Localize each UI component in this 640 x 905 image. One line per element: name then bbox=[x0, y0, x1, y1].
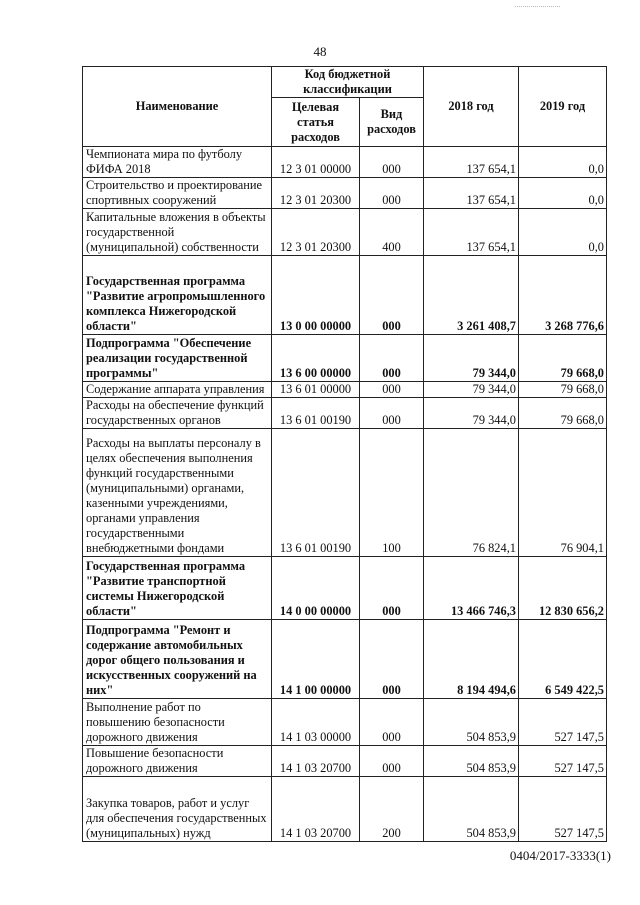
row-expense-type: 000 bbox=[360, 557, 424, 620]
row-code: 13 6 01 00190 bbox=[272, 398, 360, 429]
row-2018-value: 137 654,1 bbox=[424, 178, 519, 209]
table-row bbox=[83, 335, 607, 382]
row-code: 14 0 00 00000 bbox=[272, 557, 360, 620]
header-expense-type: Вид расходов bbox=[360, 98, 424, 147]
row-name: Повышение безопасности дорожного движения bbox=[83, 746, 272, 777]
row-code: 14 1 03 20700 bbox=[272, 746, 360, 777]
row-2018-value: 504 853,9 bbox=[424, 777, 519, 842]
budget-table bbox=[82, 66, 607, 842]
row-2019-value: 0,0 bbox=[519, 147, 607, 178]
row-2018-value: 76 824,1 bbox=[424, 429, 519, 557]
row-expense-type: 000 bbox=[360, 398, 424, 429]
table-row bbox=[83, 209, 607, 256]
row-2018-value: 504 853,9 bbox=[424, 746, 519, 777]
table-row bbox=[83, 398, 607, 429]
row-name: Государственная программа "Развитие транспортной системы Нижегородской области" bbox=[83, 557, 272, 620]
header-2018: 2018 год bbox=[424, 67, 519, 147]
row-name: Подпрограмма "Ремонт и содержание автомобильных дорог общего пользования и искусственных сооружений на них" bbox=[83, 620, 272, 699]
row-expense-type: 000 bbox=[360, 335, 424, 382]
header-name: Наименование bbox=[83, 67, 272, 147]
row-name: Чемпионата мира по футболу ФИФА 2018 bbox=[83, 147, 272, 178]
row-code: 13 0 00 00000 bbox=[272, 256, 360, 335]
table-row bbox=[83, 147, 607, 178]
row-expense-type: 000 bbox=[360, 178, 424, 209]
row-name: Государственная программа "Развитие агропромышленного комплекса Нижегородской области" bbox=[83, 256, 272, 335]
row-2019-value: 79 668,0 bbox=[519, 382, 607, 398]
scan-mark bbox=[515, 6, 560, 7]
row-name: Расходы на обеспечение функций государственных органов bbox=[83, 398, 272, 429]
table-row bbox=[83, 620, 607, 699]
row-code: 13 6 00 00000 bbox=[272, 335, 360, 382]
row-code: 14 1 03 00000 bbox=[272, 699, 360, 746]
row-2018-value: 137 654,1 bbox=[424, 147, 519, 178]
table-row bbox=[83, 429, 607, 557]
row-2018-value: 3 261 408,7 bbox=[424, 256, 519, 335]
row-code: 12 3 01 00000 bbox=[272, 147, 360, 178]
row-name: Расходы на выплаты персоналу в целях обеспечения выполнения функций государственными (муниципальными) органами, казенными учреждениями, органами управления государственными внебюджетными фондами bbox=[83, 429, 272, 557]
table-row bbox=[83, 777, 607, 842]
row-2018-value: 79 344,0 bbox=[424, 398, 519, 429]
row-code: 14 1 00 00000 bbox=[272, 620, 360, 699]
row-expense-type: 000 bbox=[360, 382, 424, 398]
row-name: Содержание аппарата управления bbox=[83, 382, 272, 398]
row-code: 13 6 01 00190 bbox=[272, 429, 360, 557]
row-code: 14 1 03 20700 bbox=[272, 777, 360, 842]
row-expense-type: 000 bbox=[360, 256, 424, 335]
row-expense-type: 100 bbox=[360, 429, 424, 557]
row-expense-type: 200 bbox=[360, 777, 424, 842]
row-2019-value: 0,0 bbox=[519, 178, 607, 209]
table-row bbox=[83, 746, 607, 777]
row-name: Закупка товаров, работ и услуг для обеспечения государственных (муниципальных) нужд bbox=[83, 777, 272, 842]
row-name: Строительство и проектирование спортивных сооружений bbox=[83, 178, 272, 209]
row-2018-value: 137 654,1 bbox=[424, 209, 519, 256]
row-code: 12 3 01 20300 bbox=[272, 209, 360, 256]
header-2019: 2019 год bbox=[519, 67, 607, 147]
table-row bbox=[83, 557, 607, 620]
row-2019-value: 527 147,5 bbox=[519, 746, 607, 777]
row-2019-value: 79 668,0 bbox=[519, 398, 607, 429]
table-row bbox=[83, 256, 607, 335]
row-name: Подпрограмма "Обеспечение реализации государственной программы" bbox=[83, 335, 272, 382]
row-2018-value: 13 466 746,3 bbox=[424, 557, 519, 620]
row-code: 12 3 01 20300 bbox=[272, 178, 360, 209]
row-2019-value: 76 904,1 bbox=[519, 429, 607, 557]
row-2019-value: 527 147,5 bbox=[519, 699, 607, 746]
row-2019-value: 3 268 776,6 bbox=[519, 256, 607, 335]
row-2019-value: 79 668,0 bbox=[519, 335, 607, 382]
row-2019-value: 6 549 422,5 bbox=[519, 620, 607, 699]
row-2019-value: 12 830 656,2 bbox=[519, 557, 607, 620]
header-target-article: Целевая статья расходов bbox=[272, 98, 360, 147]
row-name: Капитальные вложения в объекты государственной (муниципальной) собственности bbox=[83, 209, 272, 256]
page-number: 48 bbox=[313, 44, 327, 59]
table-row bbox=[83, 178, 607, 209]
table-row bbox=[83, 699, 607, 746]
row-2018-value: 79 344,0 bbox=[424, 382, 519, 398]
row-2019-value: 527 147,5 bbox=[519, 777, 607, 842]
row-expense-type: 000 bbox=[360, 620, 424, 699]
document-code: 0404/2017-3333(1) bbox=[509, 848, 611, 863]
row-expense-type: 000 bbox=[360, 147, 424, 178]
row-2018-value: 79 344,0 bbox=[424, 335, 519, 382]
row-2018-value: 8 194 494,6 bbox=[424, 620, 519, 699]
row-code: 13 6 01 00000 bbox=[272, 382, 360, 398]
row-expense-type: 000 bbox=[360, 746, 424, 777]
row-2018-value: 504 853,9 bbox=[424, 699, 519, 746]
header-budget-code: Код бюджетной классификации bbox=[272, 67, 424, 98]
row-expense-type: 400 bbox=[360, 209, 424, 256]
row-name: Выполнение работ по повышению безопасности дорожного движения bbox=[83, 699, 272, 746]
row-expense-type: 000 bbox=[360, 699, 424, 746]
table-row bbox=[83, 382, 607, 398]
row-2019-value: 0,0 bbox=[519, 209, 607, 256]
